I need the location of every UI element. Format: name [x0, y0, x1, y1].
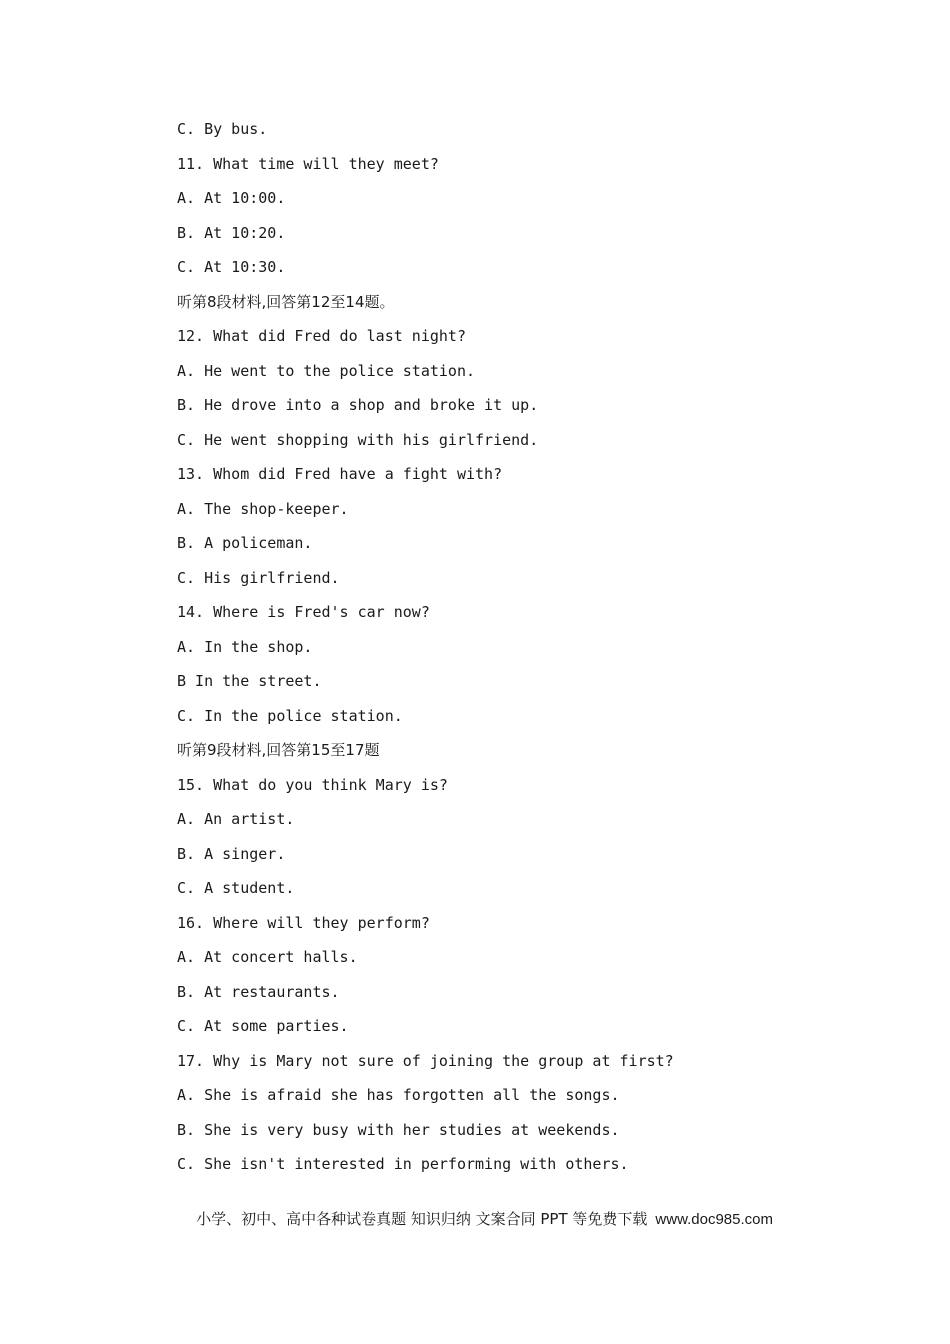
option-c-q13: C. His girlfriend. [177, 568, 340, 587]
section-heading-9: 听第9段材料,回答第15至17题 [177, 741, 380, 759]
option-b-q11: B. At 10:20. [177, 223, 286, 242]
option-b-q14: B In the street. [177, 672, 322, 690]
option-b-q16: B. At restaurants. [177, 982, 340, 1001]
footer-text: 小学、初中、高中各种试卷真题 知识归纳 文案合同 PPT 等免费下载 [196, 1210, 648, 1228]
option-c-q17: C. She isn't interested in performing with others. [177, 1155, 629, 1173]
option-c-q10: C. By bus. [177, 120, 268, 138]
footer-url[interactable]: www.doc985.com [655, 1211, 773, 1228]
page-footer [177, 1190, 773, 1247]
option-a-q15: A. An artist. [177, 810, 295, 828]
option-c-q12: C. He went shopping with his girlfriend. [177, 430, 539, 449]
question-17: 17. Why is Mary not sure of joining the group at first? [177, 1051, 674, 1070]
question-14: 14. Where is Fred's car now? [177, 603, 430, 621]
option-a-q17: A. She is afraid she has forgotten all the songs. [177, 1086, 620, 1104]
option-a-q16: A. At concert halls. [177, 948, 358, 966]
option-c-q16: C. At some parties. [177, 1017, 349, 1035]
option-b-q12: B. He drove into a shop and broke it up. [177, 396, 539, 414]
question-16: 16. Where will they perform? [177, 913, 430, 932]
option-b-q17: B. She is very busy with her studies at weekends. [177, 1120, 620, 1139]
option-a-q14: A. In the shop. [177, 637, 313, 656]
question-12: 12. What did Fred do last night? [177, 327, 466, 345]
question-15: 15. What do you think Mary is? [177, 775, 448, 794]
question-list [177, 118, 877, 1188]
option-c-q11: C. At 10:30. [177, 258, 286, 276]
option-c-q15: C. A student. [177, 879, 295, 897]
question-11: 11. What time will they meet? [177, 154, 439, 173]
question-13: 13. Whom did Fred have a fight with? [177, 465, 503, 483]
option-b-q15: B. A singer. [177, 844, 286, 863]
option-a-q12: A. He went to the police station. [177, 361, 476, 380]
section-heading-8: 听第8段材料,回答第12至14题。 [177, 292, 395, 311]
option-a-q11: A. At 10:00. [177, 189, 286, 207]
option-c-q14: C. In the police station. [177, 706, 403, 725]
option-b-q13: B. A policeman. [177, 534, 313, 552]
option-a-q13: A. The shop-keeper. [177, 499, 349, 518]
